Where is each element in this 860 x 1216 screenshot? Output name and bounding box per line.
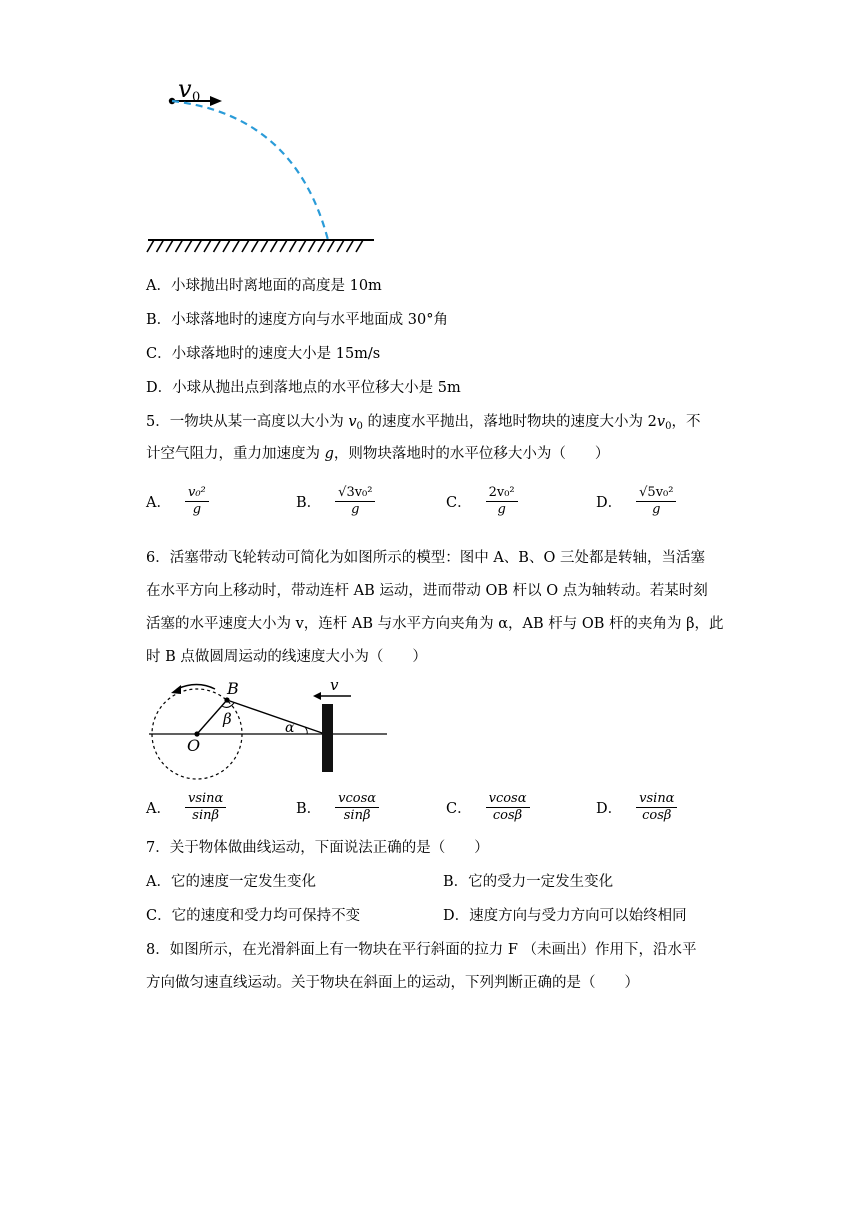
label-alpha: α [285, 720, 295, 736]
piston-velocity-arrowhead [313, 692, 321, 700]
q7-option-c[interactable]: C．它的速度和受力均可保持不变 [146, 908, 361, 924]
q5-option-a[interactable]: A． $\frac{\text{v₀²}}{g}$ [146, 485, 209, 518]
q4-option-c[interactable]: C．小球落地时的速度大小是 15m/s [146, 346, 381, 362]
piston-flywheel-figure [145, 672, 390, 787]
hatch-mark [157, 240, 164, 252]
v0-label: v [178, 75, 192, 103]
q6-option-c[interactable]: C． $\frac{vcos\alpha}{\cos\beta}$ [446, 791, 530, 824]
label-o: O [187, 736, 201, 755]
ground-hatching [147, 240, 363, 252]
hatch-mark [166, 240, 173, 252]
piston [322, 704, 333, 772]
q4-option-a[interactable]: A．小球抛出时离地面的高度是 10m [146, 278, 382, 294]
q5-stem-line2: 计空气阻力，重力加速度为 g，则物块落地时的水平位移大小为（ ） [146, 446, 610, 462]
q6-option-a[interactable]: A． $\frac{vsin\alpha}{\sin\beta}$ [146, 791, 226, 824]
q5-stem-line1: 5．一物块从某一高度以大小为 $v_0$ 的速度水平抛出，落地时物块的速度大小为 $2v_0$，不 [146, 414, 701, 432]
hatch-mark [299, 240, 306, 252]
hatch-mark [280, 240, 287, 252]
hatch-mark [271, 240, 278, 252]
hatch-mark [318, 240, 325, 252]
hatch-mark [233, 240, 240, 252]
hatch-mark [185, 240, 192, 252]
hatch-mark [195, 240, 202, 252]
q4-option-b[interactable]: B．小球落地时的速度方向与水平地面成 30°角 [146, 312, 448, 328]
q6-option-d[interactable]: D． $\frac{vsin\alpha}{\cos\beta}$ [596, 791, 677, 824]
q5-option-d[interactable]: D． $\frac{\text{√5v₀²}}{g}$ [596, 485, 676, 518]
q6-stem-line1: 6．活塞带动飞轮转动可简化为如图所示的模型：图中 A、B、O 三处都是转轴，当活塞 [146, 550, 705, 566]
q8-stem-line1: 8．如图所示，在光滑斜面上有一物块在平行斜面的拉力 F （未画出）作用下，沿水平 [146, 942, 697, 958]
q7-option-d[interactable]: D．速度方向与受力方向可以始终相同 [443, 908, 687, 924]
velocity-arrowhead [210, 96, 222, 106]
q4-option-d[interactable]: D．小球从抛出点到落地点的水平位移大小是 5m [146, 380, 461, 396]
q5-option-c[interactable]: C． $\frac{\text{2v₀²}}{g}$ [446, 485, 518, 518]
rotation-arrowhead [171, 685, 181, 694]
label-v: v [330, 676, 339, 694]
trajectory-curve [172, 101, 328, 240]
hatch-mark [290, 240, 297, 252]
hatch-mark [204, 240, 211, 252]
pivot-b [224, 697, 229, 702]
hatch-mark [214, 240, 221, 252]
q7-stem: 7．关于物体做曲线运动，下面说法正确的是（ ） [146, 840, 489, 856]
hatch-mark [337, 240, 344, 252]
hatch-mark [147, 240, 154, 252]
hatch-mark [223, 240, 230, 252]
hatch-mark [176, 240, 183, 252]
v0-subscript: 0 [192, 90, 201, 105]
q6-stem-line2: 在水平方向上移动时，带动连杆 AB 运动，进而带动 OB 杆以 O 点为轴转动。若某时刻 [146, 583, 708, 599]
hatch-mark [356, 240, 363, 252]
hatch-mark [261, 240, 268, 252]
hatch-mark [252, 240, 259, 252]
q5-option-b[interactable]: B． $\frac{\text{√3v₀²}}{g}$ [296, 485, 375, 518]
hatch-mark [347, 240, 354, 252]
label-beta: β [223, 710, 232, 728]
rotation-arrow [177, 685, 215, 690]
q6-stem-line3: 活塞的水平速度大小为 v，连杆 AB 与水平方向夹角为 α，AB 杆与 OB 杆的夹角为 β，此 [146, 616, 724, 632]
q8-stem-line2: 方向做匀速直线运动。关于物块在斜面上的运动，下列判断正确的是（ ） [146, 975, 639, 991]
hatch-mark [309, 240, 316, 252]
hatch-mark [242, 240, 249, 252]
projectile-figure [140, 70, 390, 260]
q7-option-b[interactable]: B．它的受力一定发生变化 [443, 874, 614, 890]
q6-stem-line4: 时 B 点做圆周运动的线速度大小为（ ） [146, 649, 427, 665]
hatch-mark [328, 240, 335, 252]
q6-option-b[interactable]: B． $\frac{vcos\alpha}{\sin\beta}$ [296, 791, 379, 824]
q7-option-a[interactable]: A．它的速度一定发生变化 [146, 874, 316, 890]
label-b: B [227, 679, 239, 698]
